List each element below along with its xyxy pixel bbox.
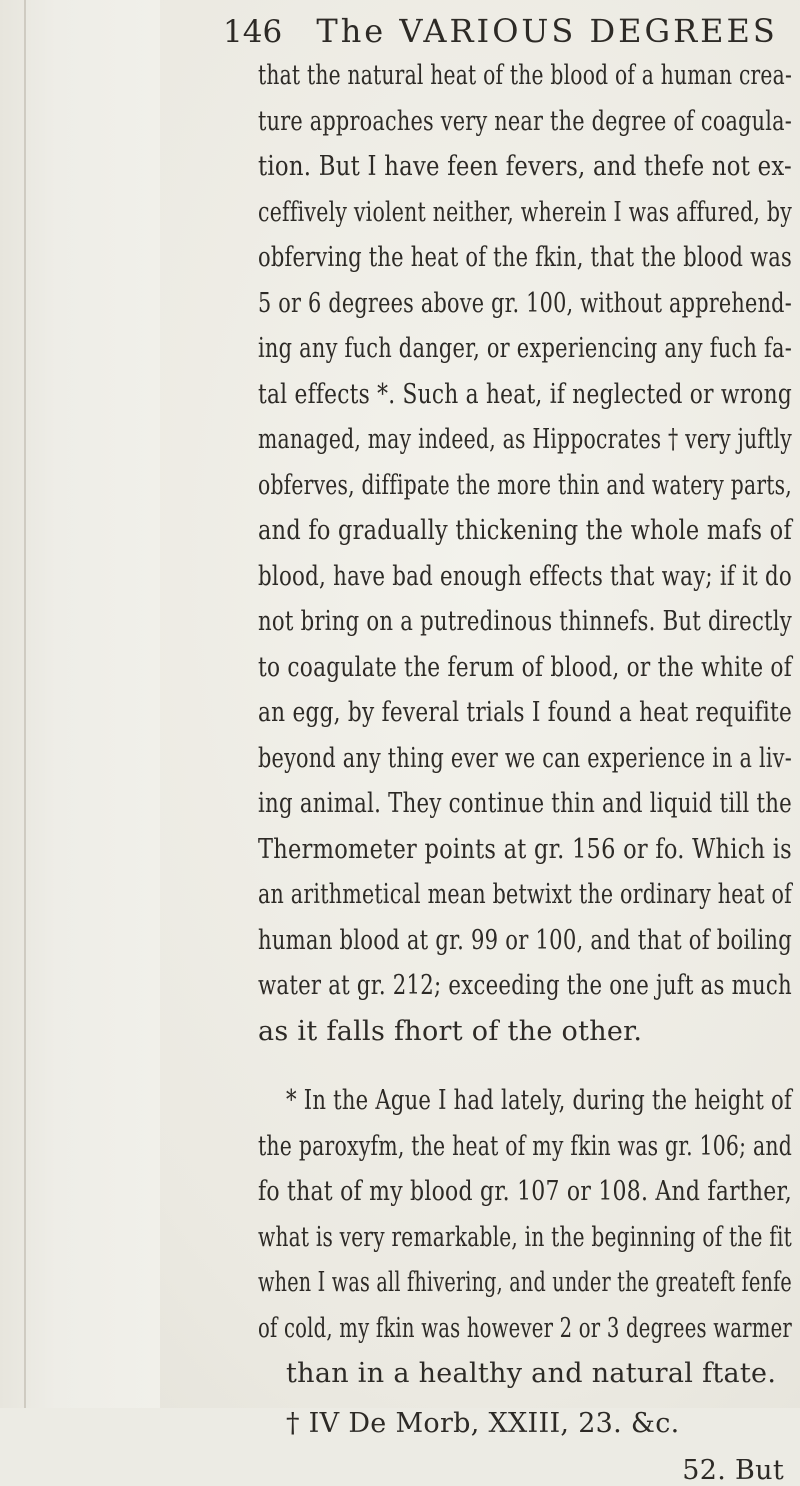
body-line: Thermometer points at gr. 156 or fo. Which is bbox=[258, 833, 792, 865]
body-line: ceffively violent neither, wherein I was affured, by bbox=[258, 196, 793, 228]
body-line: to coagulate the ferum of blood, or the white of bbox=[258, 651, 793, 683]
footnote-line: * In the Ague I had lately, during the height of bbox=[286, 1085, 793, 1116]
footnote-line: the paroxyfm, the heat of my fkin was gr. 106; and bbox=[258, 1130, 793, 1162]
body-line: not bring on a putredinous thinnefs. But directly bbox=[258, 606, 793, 637]
body-line: managed, may indeed, as Hippocrates † very juftly bbox=[258, 424, 793, 455]
body-line: ture approaches very near the degree of coagula- bbox=[258, 105, 793, 137]
body-line: water at gr. 212; exceeding the one juft as much bbox=[258, 970, 792, 1001]
catchword: 52. But bbox=[682, 1455, 784, 1486]
running-header bbox=[223, 12, 778, 50]
footnote-reference: † IV De Morb, XXIII, 23. &c. bbox=[286, 1407, 680, 1439]
running-title: The VARIOUS DEGREES bbox=[316, 12, 778, 50]
footnote-line: than in a healthy and natural ftate. bbox=[286, 1358, 777, 1389]
body-line: as it falls fhort of the other. bbox=[258, 1015, 643, 1047]
body-line: 5 or 6 degrees above gr. 100, without apprehend- bbox=[258, 287, 792, 319]
body-line: tal effects *. Such a heat, if neglected or wrong bbox=[258, 378, 793, 410]
body-line: obferving the heat of the fkin, that the blood was bbox=[258, 242, 793, 273]
footnote-line: what is very remarkable, in the beginning of the fit bbox=[258, 1221, 792, 1253]
body-line: human blood at gr. 99 or 100, and that of boiling bbox=[258, 924, 792, 956]
body-line: that the natural heat of the blood of a human crea- bbox=[258, 60, 793, 91]
body-line: blood, have bad enough effects that way; if it do bbox=[258, 560, 792, 592]
page-number: 146 bbox=[223, 14, 283, 50]
footnote-line: when I was all fhivering, and under the greateft fenfe bbox=[258, 1267, 792, 1298]
body-line: ing any fuch danger, or experiencing any fuch fa- bbox=[258, 333, 792, 364]
body-line: an arithmetical mean betwixt the ordinary heat of bbox=[258, 879, 792, 910]
body-line: beyond any thing ever we can experience in a liv- bbox=[258, 742, 792, 774]
body-line: obferves, diffipate the more thin and watery parts, bbox=[258, 469, 792, 501]
body-line: tion. But I have feen fevers, and thefe not ex- bbox=[258, 151, 792, 182]
footnote-line: of cold, my fkin was however 2 or 3 degrees warmer bbox=[258, 1312, 792, 1344]
body-line: and fo gradually thickening the whole mafs of bbox=[258, 515, 793, 546]
footnote-line: fo that of my blood gr. 107 or 108. And farther, bbox=[258, 1176, 793, 1207]
body-line: an egg, by feveral trials I found a heat requifite bbox=[258, 697, 793, 728]
body-line: ing animal. They continue thin and liquid till the bbox=[258, 788, 793, 819]
